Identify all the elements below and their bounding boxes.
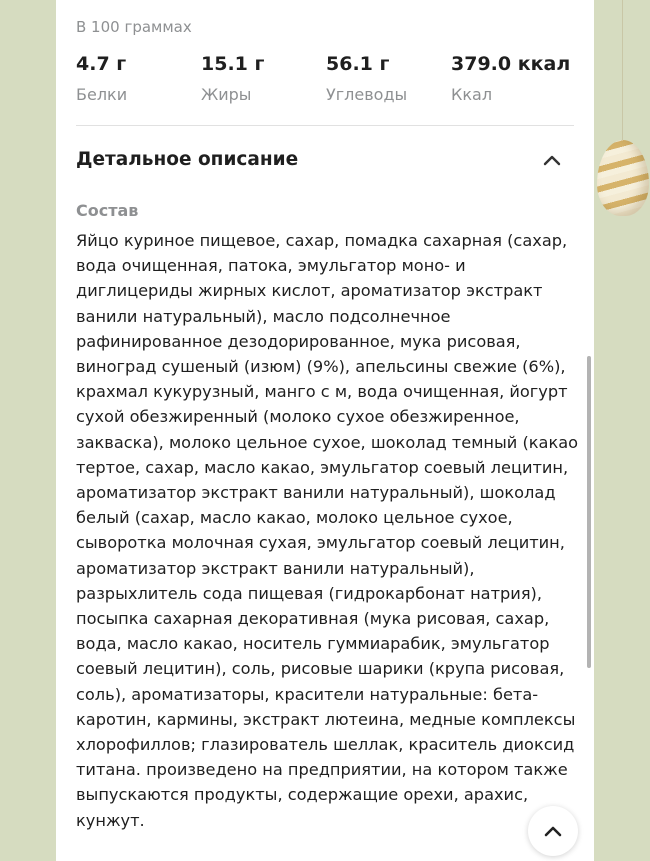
nutrition-protein: [76, 53, 127, 104]
composition-label: Состав: [76, 201, 139, 220]
detailed-description-title[interactable]: Детальное описание: [76, 149, 299, 170]
calories-label: Ккал: [451, 85, 493, 104]
chevron-up-icon: [542, 822, 564, 840]
composition-line: кунжут.: [76, 810, 145, 830]
background-string: [622, 0, 623, 140]
composition-text: [76, 228, 579, 833]
composition-line: рафинированное дезодорированное, мука рисовая,: [76, 331, 521, 351]
composition-line: сыворотка молочная сухая, эмульгатор соевый лецитин,: [76, 533, 565, 553]
composition-line: соевый лецитин), соль, рисовые шарики (крупа рисовая,: [76, 659, 565, 679]
composition-line: ванили натуральный), масло подсолнечное: [76, 306, 451, 326]
easter-egg-decoration: [597, 140, 649, 216]
composition-line: белый (сахар, масло какао, молоко цельное сухое,: [76, 508, 513, 528]
composition-line: закваска), молоко цельное сухое, шоколад темный (какао: [76, 432, 579, 452]
composition-line: сухой обезжиренный (молоко сухое обезжиренное,: [76, 407, 520, 427]
product-info-card: [56, 0, 594, 861]
scrollbar-thumb[interactable]: [587, 356, 591, 668]
carbs-value: 56.1 г: [326, 53, 390, 75]
composition-line: ароматизатор экстракт ванили натуральный),: [76, 558, 475, 578]
protein-value: 4.7 г: [76, 53, 127, 75]
section-divider: [76, 125, 574, 126]
scroll-to-top-button[interactable]: [528, 806, 578, 856]
nutrition-per-100g-label: В 100 граммах: [76, 18, 192, 36]
composition-line: соль), ароматизаторы, красители натуральные: бета-: [76, 684, 539, 704]
composition-line: титана. произведено на предприятии, на котором также: [76, 760, 568, 780]
composition-line: вода, масло какао, носитель гуммиарабик, эмульгатор: [76, 634, 550, 654]
composition-line: крахмал кукурузный, манго с м, вода очищенная, йогурт: [76, 382, 568, 402]
composition-line: виноград сушеный (изюм) (9%), апельсины свежие (6%),: [76, 357, 566, 377]
composition-line: ароматизатор экстракт ванили натуральный), шоколад: [76, 483, 556, 503]
composition-line: каротин, кармины, экстракт лютеина, медные комплексы: [76, 709, 576, 729]
fat-value: 15.1 г: [201, 53, 265, 75]
nutrition-carbs: [326, 53, 407, 104]
nutrition-fat: [201, 53, 264, 104]
composition-line: хлорофиллов; глазирователь шеллак, краситель диоксид: [76, 735, 575, 755]
composition-line: посыпка сахарная декоративная (мука рисовая, сахар,: [76, 609, 550, 629]
composition-line: тертое, сахар, масло какао, эмульгатор соевый лецитин,: [76, 457, 569, 477]
nutrition-calories: [451, 53, 570, 104]
protein-label: Белки: [76, 85, 128, 104]
composition-line: разрыхлитель сода пищевая (гидрокарбонат натрия),: [76, 583, 543, 603]
fat-label: Жиры: [201, 85, 252, 104]
chevron-up-icon[interactable]: [540, 150, 564, 170]
composition-line: Яйцо куриное пищевое, сахар, помадка сахарная (сахар,: [76, 231, 568, 250]
composition-line: вода очищенная, патока, эмульгатор моно- и: [76, 256, 466, 276]
composition-line: диглицериды жирных кислот, ароматизатор экстракт: [76, 281, 543, 301]
calories-value: 379.0 ккал: [451, 53, 571, 75]
carbs-label: Углеводы: [326, 85, 408, 104]
composition-line: выпускаются продукты, содержащие орехи, арахис,: [76, 785, 529, 805]
